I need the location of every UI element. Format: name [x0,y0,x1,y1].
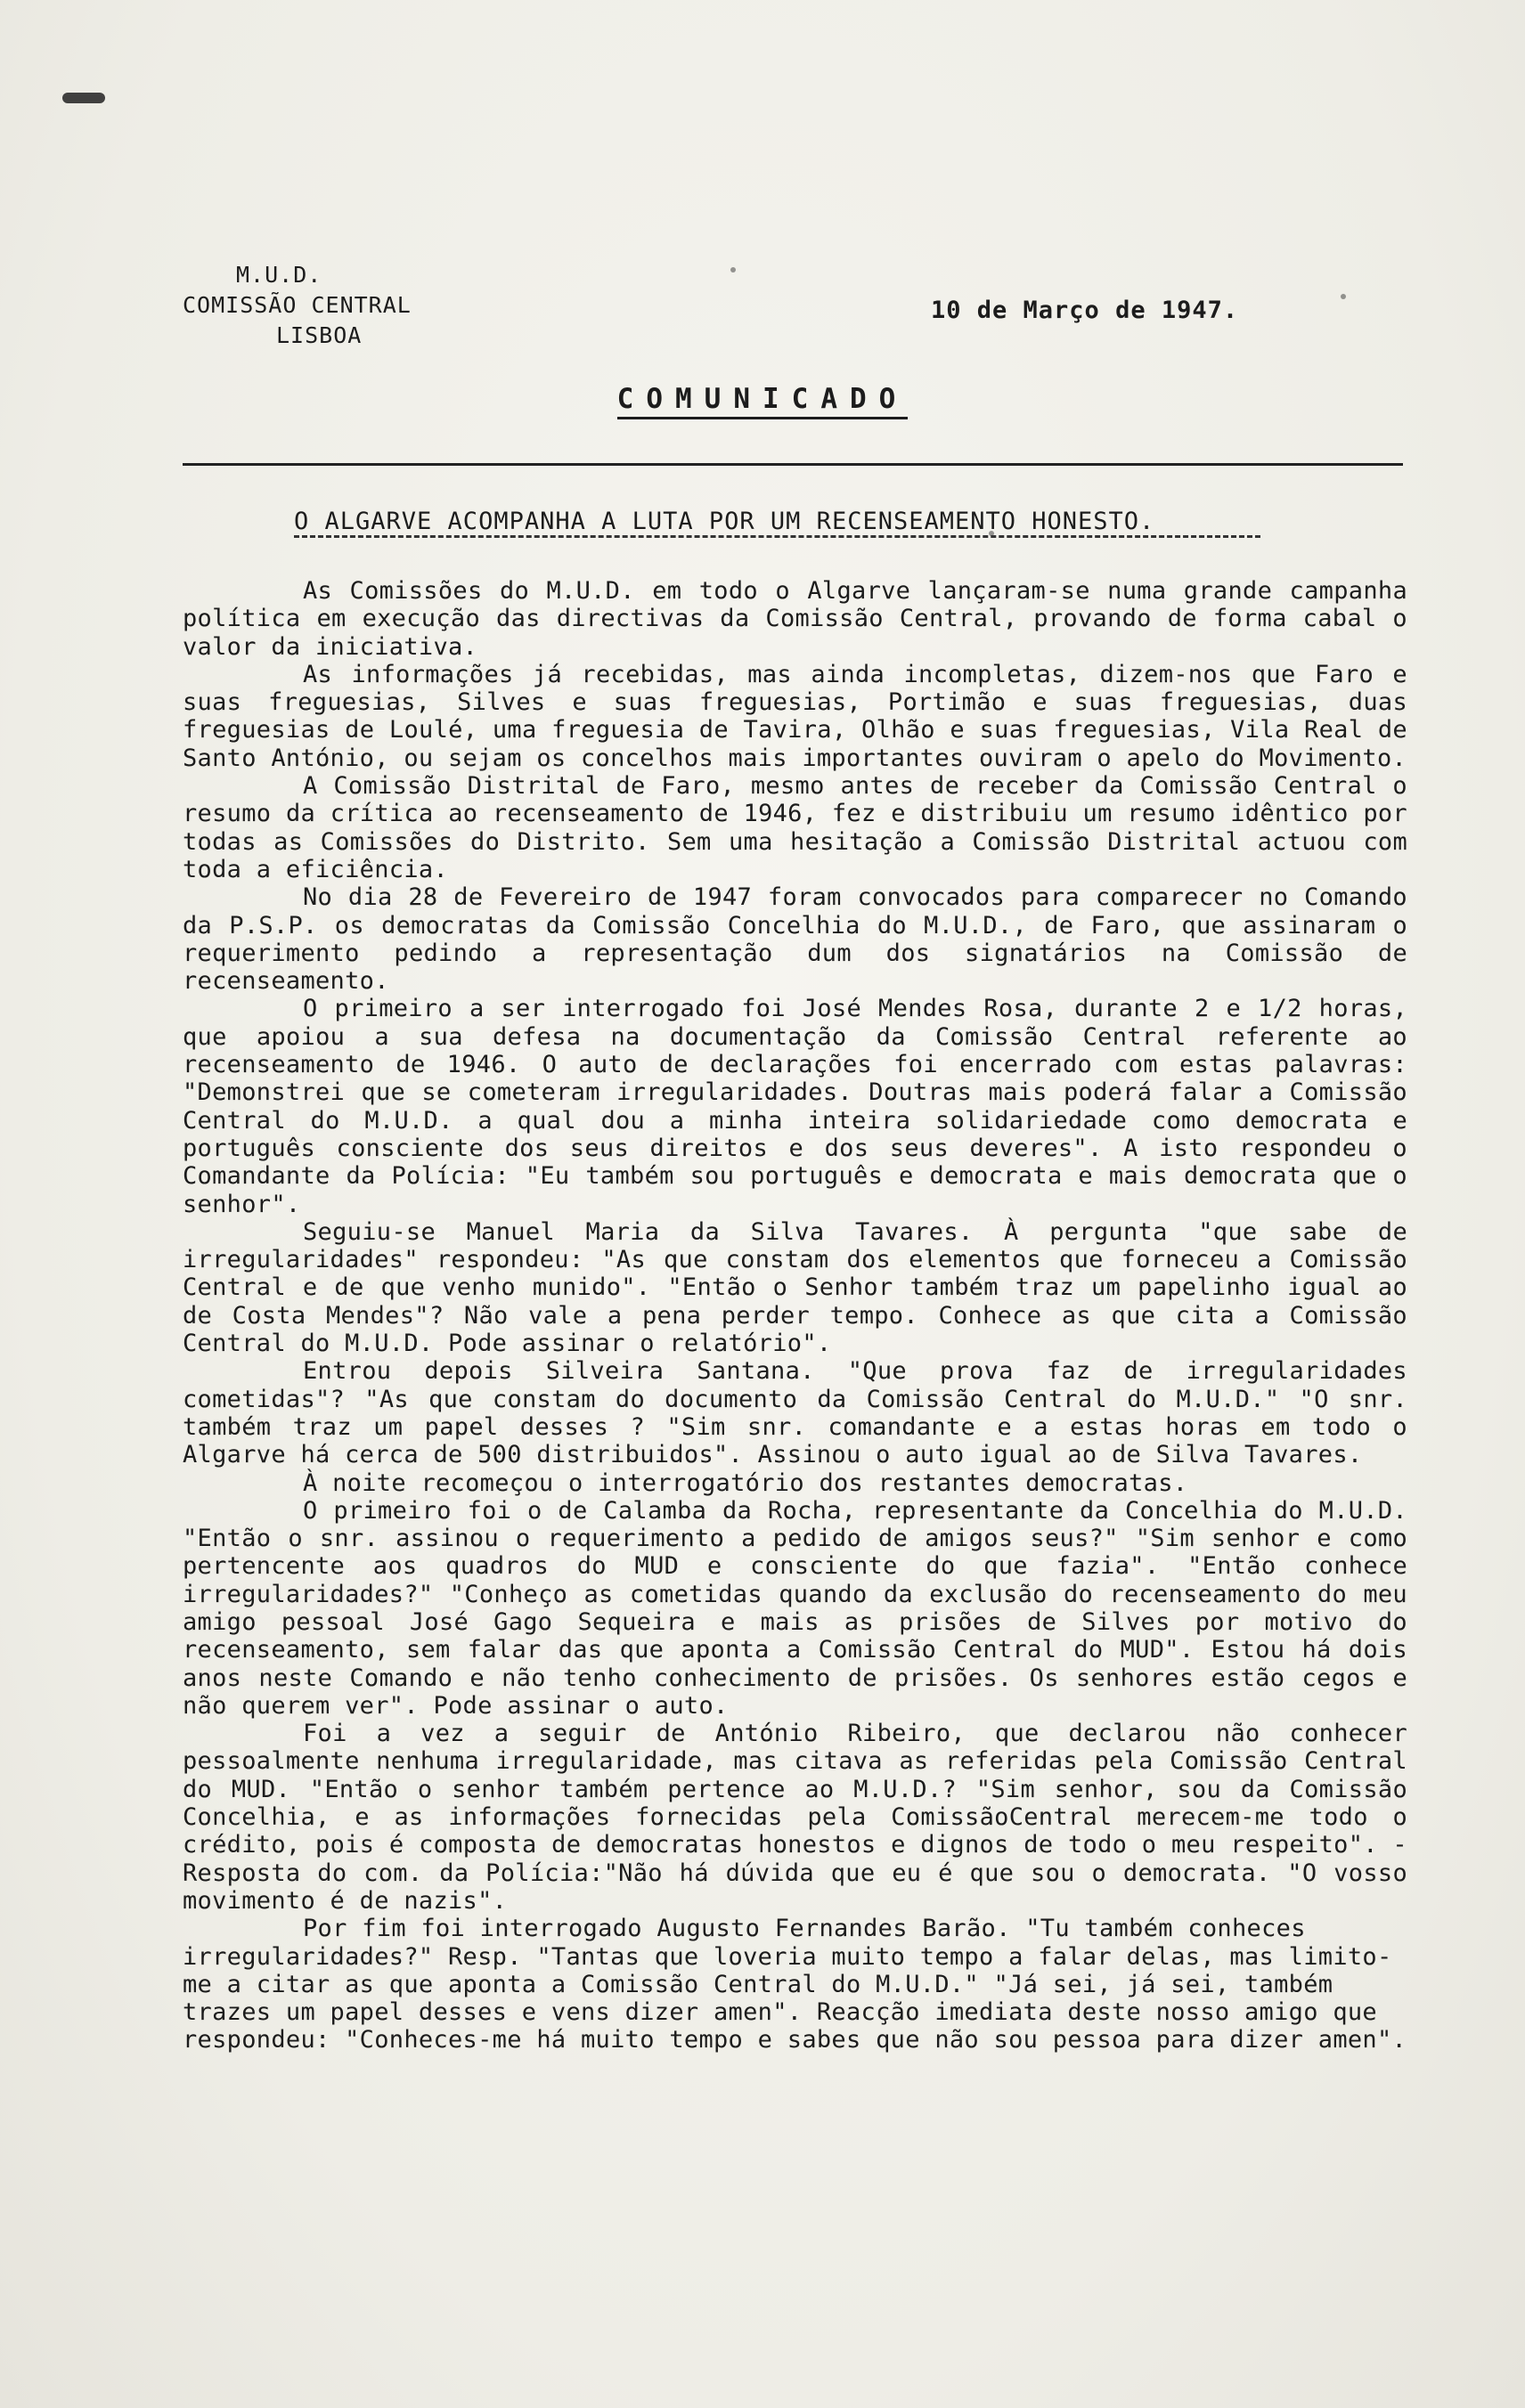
org-name: M.U.D. [236,262,322,288]
paragraph: As Comissões do M.U.D. em todo o Algarve lançaram-se numa grande campanha política em execução das directivas da Comissão Central, provando de forma cabal o valor da iniciativa. [183,577,1407,661]
paragraph: Seguiu-se Manuel Maria da Silva Tavares. À pergunta "que sabe de irregularidades" respondeu: "As que constam dos elementos que forneceu a Comissão Central e de que venho munido". "Então o Senhor também traz um papelinho igual ao de Costa Mendes"? Não vale a pena perder tempo. Conhece as que cita a Comissão Central do M.U.D. Pode assinar o relatório". [183,1217,1407,1358]
paragraph: O primeiro foi o de Calamba da Rocha, representante da Concelhia do M.U.D. "Então o snr. assinou o requerimento a pedido de amigos seus?" "Sim senhor e como pertencente aos quadros do MUD e consciente do que fazia". "Então conhece irregularidades?" "Conheço as cometidas quando da exclusão do recenseamento do meu amigo pessoal José Gago Sequeira e mais as prisões de Silves por motivo do recenseamento, sem falar das que aponta a Comissão Central do MUD". Estou há dois anos neste Comando e não tenho conhecimento de prisões. Os senhores estão cegos e não querem ver". Pode assinar o auto. [183,1496,1407,1720]
title-text: COMUNICADO [617,383,909,419]
city-name: LISBOA [276,322,363,348]
paragraph: O primeiro a ser interrogado foi José Mendes Rosa, durante 2 e 1/2 horas, que apoiou a sua defesa na documentação da Comissão Central referente ao recenseamento de 1946. O auto de declarações foi encerrado com estas palavras: "Demonstrei que se cometeram irregularidades. Doutras mais poderá falar a Comissão Central do M.U.D. a qual dou a minha inteira solidariedade como democrata e português consciente dos seus direitos e dos seus deveres". A isto respondeu o Comandante da Polícia: "Eu também sou português e democrata e mais democrata que o senhor". [183,995,1407,1218]
committee-name: COMISSÃO CENTRAL [183,292,412,318]
document-body [183,577,1407,2054]
document-date: 10 de Março de 1947. [931,297,1239,324]
paragraph: Por fim foi interrogado Augusto Fernandes Barão. "Tu também conheces irregularidades?" Resp. "Tantas que loveria muito tempo a falar delas, mas limito-me a citar as que aponta a Comissão Central do M.U.D." "Já sei, já sei, também trazes um papel desses e vens dizer amen". Reacção imediata deste nosso amigo que respondeu: "Conheces-me há muito tempo e sabes que não sou pessoa para dizer amen". [183,1915,1407,2054]
paragraph: Entrou depois Silveira Santana. "Que prova faz de irregularidades cometidas"? "As que constam do documento da Comissão Central do M.U.D." "O snr. também traz um papel desses ? "Sim snr. comandante e a estas horas em todo o Algarve há cerca de 500 distribuidos". Assinou o auto igual ao de Silva Tavares. [183,1357,1407,1469]
ink-speck [730,267,736,273]
paragraph: A Comissão Distrital de Faro, mesmo antes de receber da Comissão Central o resumo da crítica ao recenseamento de 1946, fez e distribuiu um resumo idêntico por todas as Comissões do Distrito. Sem uma hesitação a Comissão Distrital actuou com toda a eficiência. [183,772,1407,883]
paragraph: No dia 28 de Fevereiro de 1947 foram convocados para comparecer no Comando da P.S.P. os democratas da Comissão Concelhia do M.U.D., de Faro, que assinaram o requerimento pedindo a representação dum dos signatários na Comissão de recenseamento. [183,883,1407,996]
ink-mark [62,93,105,103]
ink-speck [1341,294,1346,299]
paragraph: As informações já recebidas, mas ainda incompletas, dizem-nos que Faro e suas freguesias, Silves e suas freguesias, Portimão e suas freguesias, duas freguesias de Loulé, uma freguesia de Tavira, Olhão e suas freguesias, Vila Real de Santo António, ou sejam os concelhos mais importantes ouviram o apelo do Movimento. [183,660,1407,772]
horizontal-rule [183,463,1403,466]
paragraph: À noite recomeçou o interrogatório dos restantes democratas. [303,1468,1188,1497]
letterhead [183,260,412,351]
dashed-underline [294,535,1260,538]
paragraph: Foi a vez a seguir de António Ribeiro, que declarou não conhecer pessoalmente nenhuma irregularidade, mas citava as referidas pela Comissão Central do MUD. "Então o senhor também pertence ao M.U.D.? "Sim senhor, sou da Comissão Concelhia, e as informações fornecidas pela ComissãoCentral merecem-me todo o crédito, pois é composta de democratas honestos e dignos de todo o meu respeito". -Resposta do com. da Polícia:"Não há dúvida que eu é que sou o democrata. "O vosso movimento é de nazis". [183,1720,1407,1915]
document-title [0,383,1525,415]
headline: O ALGARVE ACOMPANHA A LUTA POR UM RECENSEAMENTO HONESTO. [294,508,1155,535]
